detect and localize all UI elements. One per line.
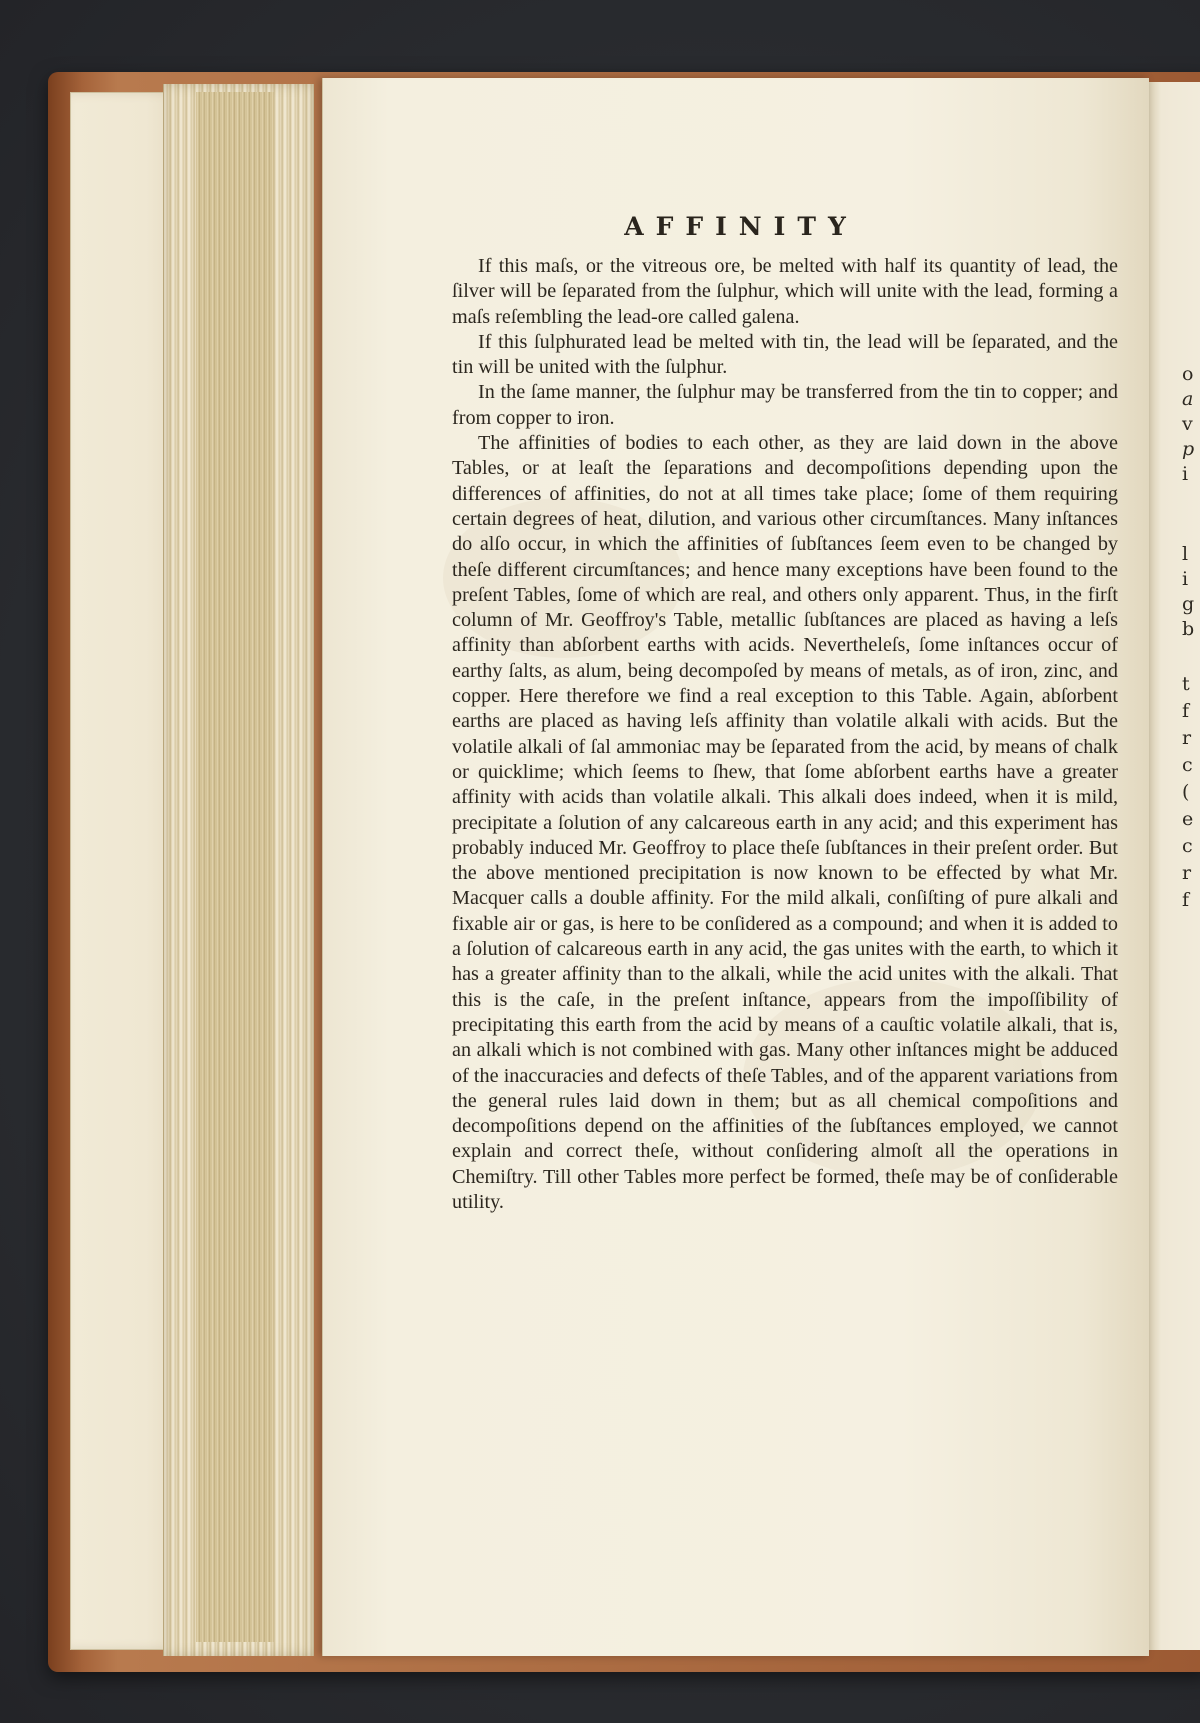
facing-page-fragment: g	[1182, 593, 1195, 615]
running-head: AFFINITY	[624, 212, 858, 241]
facing-page-fragment: a	[1182, 388, 1194, 410]
page-edges-gilt	[196, 92, 274, 1642]
body-text	[452, 254, 1118, 1215]
facing-page-edge	[1148, 82, 1200, 1650]
facing-page-fragment: r	[1182, 862, 1192, 884]
facing-page-fragment: c	[1182, 754, 1193, 776]
facing-page-fragment: t	[1182, 673, 1190, 695]
facing-page-fragment: c	[1182, 835, 1193, 857]
facing-page-fragment: i	[1182, 463, 1189, 485]
facing-page-fragment: r	[1182, 727, 1192, 749]
facing-page-fragment: v	[1182, 413, 1193, 435]
facing-page-fragment: p	[1182, 438, 1195, 460]
facing-page-fragment: f	[1182, 700, 1190, 722]
facing-page-fragment: l	[1182, 543, 1189, 565]
facing-page-fragment: b	[1182, 618, 1195, 640]
paragraph: If this ſulphurated lead be melted with tin, the lead will be ſeparated, and the tin will be united with the ſulphur.	[452, 330, 1118, 379]
facing-page-fragment: o	[1182, 363, 1194, 385]
paragraph: If this maſs, or the vitreous ore, be melted with half its quantity of lead, the ſilver will be ſeparated from the ſulphur, which will unite with the lead, forming a maſs reſembling the lead-ore called galena.	[452, 255, 1118, 328]
paragraph: The affinities of bodies to each other, as they are laid down in the above Tables, or at leaſt the ſeparations and decompoſitions depending upon the differences of affinities, do not at all times take place; ſome of them requiring certain degrees of heat, dilution, and various other circumſtances. Many inſtances do alſo occur, in which the affinities of ſubſtances ſeem even to be changed by theſe different circumſtances; and hence many exceptions have been found to the preſent Tables, ſome of which are real, and others only apparent. Thus, in the firſt column of Mr. Geoffroy's Table, metallic ſubſtances are placed as having a leſs affinity than abſorbent earths with acids. Nevertheleſs, ſome inſtances occur of earthy ſalts, as alum, being decompoſed by means of metals, as of iron, zinc, and copper. Here therefore we find a real exception to this Table. Again, abſorbent earths are placed as having leſs affinity than volatile alkali with acids. But the volatile alkali of ſal ammoniac may be ſeparated from the acid, by means of chalk or quicklime; which ſeems to ſhew, that ſome abſorbent earths have a greater affinity with acids than volatile alkali. This alkali does indeed, when it is mild, precipitate a ſolution of any calcareous earth in any acid; and this experiment has probably induced Mr. Geoffroy to place theſe ſubſtances in their preſent order. But the above mentioned precipitation is now known to be effected by what Mr. Macquer calls a double affinity. For the mild alkali, conſiſting of pure alkali and fixable air or gas, is here to be conſidered as a compound; and when it is added to a ſolution of calcareous earth in any acid, the gas unites with the earth, to which it has a greater affinity than to the alkali, while the acid unites with the alkali. That this is the caſe, in the preſent inſtance, appears from the impoſſibility of precipitating this earth from the acid by means of a cauſtic volatile alkali, that is, an alkali which is not combined with gas. Many other inſtances might be adduced of the inaccuracies and defects of theſe Tables, and of the apparent variations from the general rules laid down in them; but as all chemical compoſitions and decompoſitions depend on the affinities of the ſubſtances employed, we cannot explain and correct theſe, without conſidering almoſt all the operations in Chemiſtry. Till other Tables more perfect be formed, theſe may be of conſiderable utility.	[452, 432, 1118, 1213]
facing-page-fragment: e	[1182, 808, 1194, 830]
paragraph: In the ſame manner, the ſulphur may be transferred from the tin to copper; and from copper to iron.	[452, 381, 1118, 429]
facing-page-fragment: i	[1182, 568, 1189, 590]
facing-page-fragment: f	[1182, 889, 1190, 911]
facing-page-fragment: (	[1182, 781, 1190, 803]
